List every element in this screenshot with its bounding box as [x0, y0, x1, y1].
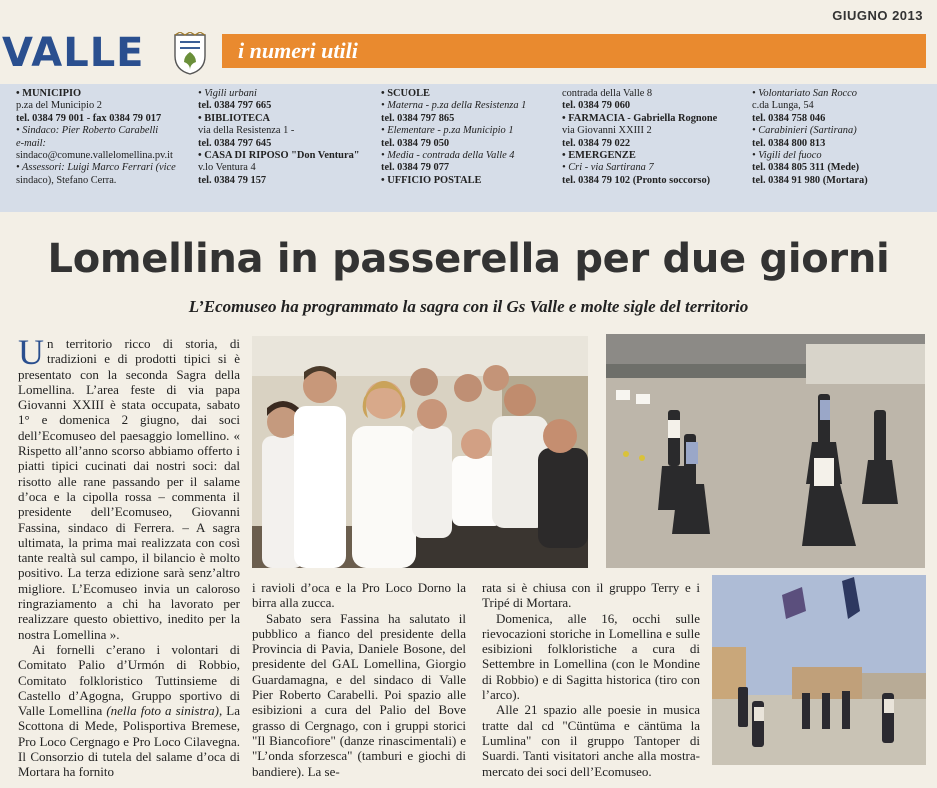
- info-line: via Giovanni XXIII 2: [562, 125, 652, 137]
- article-column-2: [252, 580, 466, 779]
- info-line: sindaco@comune.vallelomellina.pv.it: [16, 150, 173, 162]
- issue-date: GIUGNO 2013: [832, 8, 923, 23]
- photo-volunteers-group: [252, 336, 588, 568]
- info-line: • UFFICIO POSTALE: [381, 174, 482, 186]
- info-line: tel. 0384 79 001 - fax 0384 79 017: [16, 112, 162, 124]
- info-line: tel. 0384 79 050: [381, 137, 450, 149]
- info-line: c.da Lunga, 54: [752, 100, 814, 112]
- info-line: • Vigili urbani: [198, 88, 257, 99]
- info-column-town-hall: [16, 88, 176, 187]
- article-paragraph: Un territorio ricco di storia, di tradizioni e di prodotti tipici si è presentato con la seconda Sagra della Lomellina. L’area feste di via papa Giovanni XXIII è stata occupata, sabato 1° e domenica 2 giugno, dai soci dell’Ecomuseo del paesaggio lomellino. « Rispetto all’anno scorso abbiamo offerto i piatti tipici cucinati dai nostri soci: dal risotto alle rane passando per il salame d’oca e la cipolla rossa – commenta il presidente dell’Ecomuseo, Giovanni Fassina, sindaco di Ferrera. – A sagra ultimata, la prima mai realizzata con così tante realtà sul campo, il bilancio è molto positivo. La terza edizione sarà senz’altro migliore. L’Ecomuseo invia un caloroso ringraziamento a chi ha lavorato per realizzare questo obiettivo, inedito per la nostra Lomellina ».: [18, 332, 240, 642]
- info-line: • MUNICIPIO: [16, 88, 82, 99]
- info-line: tel. 0384 79 077: [381, 162, 450, 174]
- photo-flag-wavers: [712, 575, 926, 765]
- info-column-pharmacy: [562, 88, 717, 187]
- info-line: • FARMACIA - Gabriella Rognone: [562, 112, 718, 124]
- article-paragraph: Domenica, alle 16, occhi sulle rievocazioni storiche in Lomellina e sulle esibizioni folkloristiche a cura di Settembre in Lomellina (con le Mondine di Robbio) e di Sagitta historica (tiro con l’arco).: [482, 610, 700, 703]
- useful-numbers-bar: [222, 34, 926, 68]
- info-line: contrada della Valle 8: [562, 88, 653, 99]
- info-line: • Media - contrada della Valle 4: [381, 150, 515, 162]
- section-title: VALLE: [2, 30, 145, 76]
- info-line: tel. 0384 805 311 (Mede): [752, 162, 860, 174]
- article-paragraph: rata si è chiusa con il gruppo Terry e i Tripé di Mortara.: [482, 580, 700, 611]
- info-line: tel. 0384 91 980 (Mortara): [752, 174, 868, 186]
- info-line: tel. 0384 79 060: [562, 100, 631, 112]
- info-line: tel. 0384 797 645: [198, 137, 272, 149]
- info-line: • BIBLIOTECA: [198, 112, 271, 124]
- info-line: • SCUOLE: [381, 88, 430, 99]
- info-column-services: [198, 88, 360, 187]
- info-line: • Sindaco: Pier Roberto Carabelli: [16, 125, 159, 137]
- info-column-emergency: [752, 88, 868, 187]
- info-line: • Cri - via Sartirana 7: [562, 162, 654, 174]
- info-line: tel. 0384 79 102 (Pronto soccorso): [562, 174, 711, 186]
- article-paragraph: i ravioli d’oca e la Pro Loco Dorno la birra alla zucca.: [252, 580, 466, 611]
- article-subheadline: L’Ecomuseo ha programmato la sagra con il Gs Valle e molte sigle del territorio: [188, 297, 749, 316]
- info-line: tel. 0384 79 022: [562, 137, 631, 149]
- coat-of-arms-icon: [172, 32, 208, 76]
- drop-cap: U: [18, 332, 44, 372]
- info-line: tel. 0384 758 046: [752, 112, 826, 124]
- info-line: e-mail:: [16, 137, 47, 149]
- article-column-3: [482, 580, 700, 779]
- info-line: • Vigili del fuoco: [752, 150, 822, 162]
- article-paragraph: Ai fornelli c’erano i volontari di Comitato Palio d’Urmón di Robbio, Comitato folkloristico Tuttinsieme di Castello d’Agogna, Gruppo sportivo di Valle Lomellina (nella foto a sinistra), La Scottona di Mede, Polisportiva Bremese, Pro Loco Cergnago e Pro Loco Cilavegna. Il Consorzio di tutela del salame d’oca di Mortara ha fornito: [18, 641, 240, 780]
- useful-numbers-title: i numeri utili: [238, 38, 358, 63]
- info-line: • Materna - p.za della Resistenza 1: [381, 100, 527, 112]
- article-column-1: [18, 332, 240, 780]
- info-line: tel. 0384 800 813: [752, 137, 826, 149]
- article-headline: Lomellina in passerella per due giorni: [47, 236, 890, 282]
- info-line: p.za del Municipio 2: [16, 100, 102, 112]
- info-line: • Elementare - p.za Municipio 1: [381, 125, 514, 137]
- info-line: tel. 0384 797 665: [198, 100, 272, 112]
- info-line: • Carabinieri (Sartirana): [752, 125, 857, 137]
- photo-renaissance-dancers: [606, 334, 925, 568]
- info-line: tel. 0384 797 865: [381, 112, 455, 124]
- info-line: • Volontariato San Rocco: [752, 88, 857, 99]
- info-line: • EMERGENZE: [562, 150, 636, 162]
- article-paragraph: Alle 21 spazio alle poesie in musica tratte dal cd "Cüntüma e cäntüma la Lumlina" con il gruppo Tantoper di Suardi. Tanti visitatori anche alla mostra-mercato dei soci dell’Ecomuseo.: [482, 702, 700, 779]
- info-line: • CASA DI RIPOSO "Don Ventura": [198, 150, 360, 162]
- info-line: • Assessori: Luigi Marco Ferrari (vice: [16, 162, 176, 174]
- info-column-schools: [381, 88, 526, 187]
- info-line: via della Resistenza 1 -: [198, 125, 295, 137]
- article-paragraph: Sabato sera Fassina ha salutato il pubblico a fianco del presidente della Provincia di Pavia, Daniele Bosone, del presidente del GAL Lomellina, Giorgio Guardamagna, e del sindaco di Valle Pier Roberto Carabelli. Poi spazio alle esibizioni a cura del Palio del Bove grasso di Cergnago, con i gruppi storici "Il Biancofiore" (danze rinascimentali) e "L’onda sforzesca" (tamburi e giochi di bandiere). La se-: [252, 610, 466, 779]
- info-line: sindaco), Stefano Cerra.: [16, 174, 117, 186]
- info-line: v.lo Ventura 4: [198, 162, 256, 174]
- info-line: tel. 0384 79 157: [198, 174, 267, 186]
